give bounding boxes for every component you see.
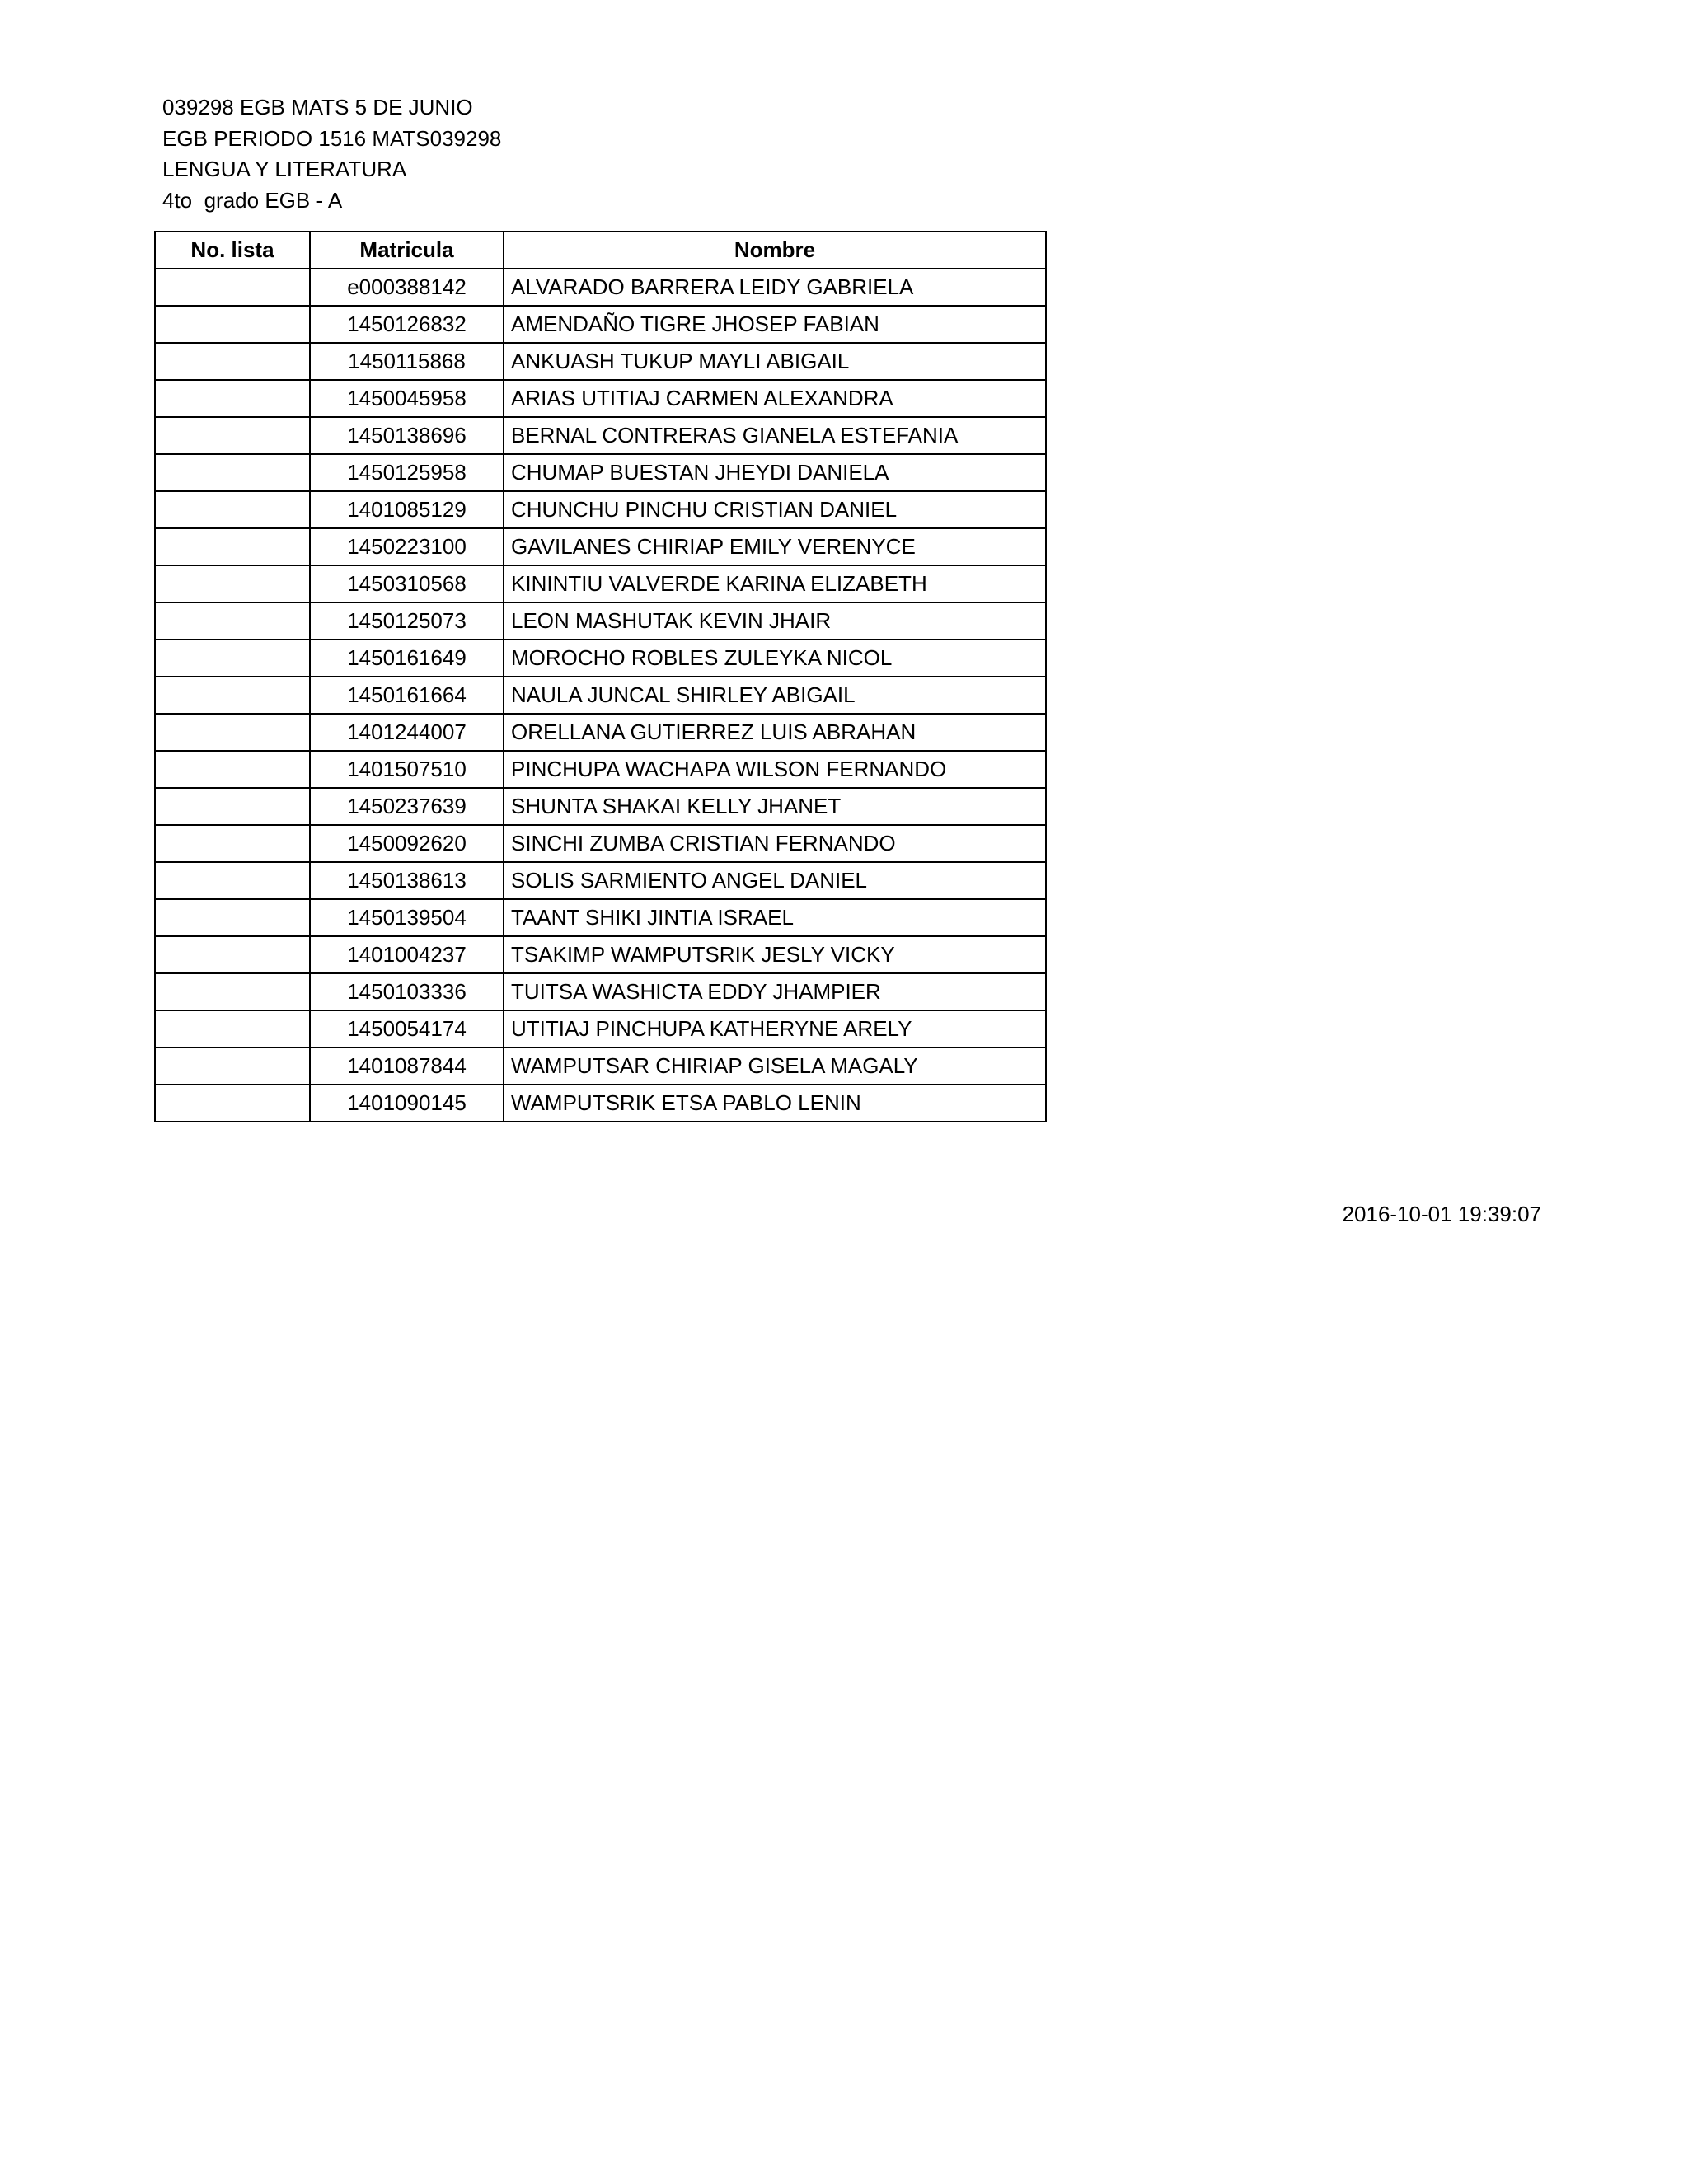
cell-nombre: WAMPUTSRIK ETSA PABLO LENIN [504,1085,1046,1122]
cell-nombre: GAVILANES CHIRIAP EMILY VERENYCE [504,528,1046,565]
cell-matricula: 1450092620 [310,825,504,862]
header-grade: 4to grado EGB - A [162,187,343,213]
cell-nombre: LEON MASHUTAK KEVIN JHAIR [504,602,1046,640]
cell-nombre: MOROCHO ROBLES ZULEYKA NICOL [504,640,1046,677]
cell-matricula: 1401085129 [310,491,504,528]
cell-no-lista [155,491,310,528]
cell-matricula: 1450310568 [310,565,504,602]
table-row [155,602,1046,640]
table-row [155,899,1046,936]
cell-no-lista [155,714,310,751]
table-row [155,269,1046,306]
header-institution: 039298 EGB MATS 5 DE JUNIO [162,95,473,120]
cell-nombre: CHUNCHU PINCHU CRISTIAN DANIEL [504,491,1046,528]
cell-matricula: 1401507510 [310,751,504,788]
cell-nombre: ORELLANA GUTIERREZ LUIS ABRAHAN [504,714,1046,751]
cell-nombre: KININTIU VALVERDE KARINA ELIZABETH [504,565,1046,602]
column-header-nombre: Nombre [504,232,1046,269]
cell-matricula: 1450237639 [310,788,504,825]
cell-nombre: SOLIS SARMIENTO ANGEL DANIEL [504,862,1046,899]
cell-matricula: 1450161649 [310,640,504,677]
table-row [155,825,1046,862]
cell-nombre: CHUMAP BUESTAN JHEYDI DANIELA [504,454,1046,491]
cell-no-lista [155,343,310,380]
cell-matricula: 1450161664 [310,677,504,714]
cell-no-lista [155,640,310,677]
column-header-matricula: Matricula [310,232,504,269]
cell-matricula: 1401090145 [310,1085,504,1122]
cell-no-lista [155,1085,310,1122]
table-row [155,528,1046,565]
cell-no-lista [155,528,310,565]
cell-nombre: TAANT SHIKI JINTIA ISRAEL [504,899,1046,936]
cell-nombre: ARIAS UTITIAJ CARMEN ALEXANDRA [504,380,1046,417]
cell-nombre: TUITSA WASHICTA EDDY JHAMPIER [504,973,1046,1010]
table-row [155,973,1046,1010]
cell-matricula: 1450125073 [310,602,504,640]
table-row [155,306,1046,343]
cell-no-lista [155,380,310,417]
cell-matricula: 1450223100 [310,528,504,565]
table-header-row [155,232,1046,269]
table-body [155,269,1046,1122]
cell-nombre: PINCHUPA WACHAPA WILSON FERNANDO [504,751,1046,788]
cell-matricula: 1450054174 [310,1010,504,1047]
cell-matricula: 1450115868 [310,343,504,380]
header-period: EGB PERIODO 1516 MATS039298 [162,125,502,151]
cell-no-lista [155,899,310,936]
cell-nombre: ALVARADO BARRERA LEIDY GABRIELA [504,269,1046,306]
cell-no-lista [155,269,310,306]
table-row [155,1085,1046,1122]
cell-matricula: 1450138613 [310,862,504,899]
table-row [155,1047,1046,1085]
table-row [155,788,1046,825]
cell-no-lista [155,751,310,788]
document-header [162,92,501,216]
table-row [155,1010,1046,1047]
cell-no-lista [155,454,310,491]
cell-matricula: 1450126832 [310,306,504,343]
cell-no-lista [155,862,310,899]
table-row [155,640,1046,677]
cell-no-lista [155,1010,310,1047]
cell-no-lista [155,788,310,825]
cell-nombre: ANKUASH TUKUP MAYLI ABIGAIL [504,343,1046,380]
cell-nombre: UTITIAJ PINCHUPA KATHERYNE ARELY [504,1010,1046,1047]
cell-matricula: 1401004237 [310,936,504,973]
cell-no-lista [155,602,310,640]
cell-matricula: e000388142 [310,269,504,306]
column-header-no-lista: No. lista [155,232,310,269]
cell-matricula: 1450045958 [310,380,504,417]
cell-no-lista [155,973,310,1010]
cell-nombre: NAULA JUNCAL SHIRLEY ABIGAIL [504,677,1046,714]
table-row [155,862,1046,899]
table-row [155,751,1046,788]
table-row [155,677,1046,714]
cell-no-lista [155,825,310,862]
cell-matricula: 1450103336 [310,973,504,1010]
cell-no-lista [155,306,310,343]
cell-no-lista [155,565,310,602]
table-row [155,491,1046,528]
header-subject: LENGUA Y LITERATURA [162,157,407,181]
cell-no-lista [155,417,310,454]
table-row [155,454,1046,491]
table-row [155,565,1046,602]
cell-no-lista [155,936,310,973]
table-row [155,343,1046,380]
table-row [155,936,1046,973]
cell-nombre: SHUNTA SHAKAI KELLY JHANET [504,788,1046,825]
cell-matricula: 1401244007 [310,714,504,751]
table-row [155,417,1046,454]
table-row [155,714,1046,751]
cell-no-lista [155,677,310,714]
cell-nombre: SINCHI ZUMBA CRISTIAN FERNANDO [504,825,1046,862]
cell-matricula: 1450125958 [310,454,504,491]
cell-nombre: AMENDAÑO TIGRE JHOSEP FABIAN [504,306,1046,343]
cell-matricula: 1450139504 [310,899,504,936]
cell-nombre: WAMPUTSAR CHIRIAP GISELA MAGALY [504,1047,1046,1085]
generated-timestamp: 2016-10-01 19:39:07 [1342,1202,1541,1226]
table-row [155,380,1046,417]
cell-no-lista [155,1047,310,1085]
student-roster-table [154,231,1047,1122]
cell-nombre: BERNAL CONTRERAS GIANELA ESTEFANIA [504,417,1046,454]
cell-matricula: 1450138696 [310,417,504,454]
cell-matricula: 1401087844 [310,1047,504,1085]
cell-nombre: TSAKIMP WAMPUTSRIK JESLY VICKY [504,936,1046,973]
